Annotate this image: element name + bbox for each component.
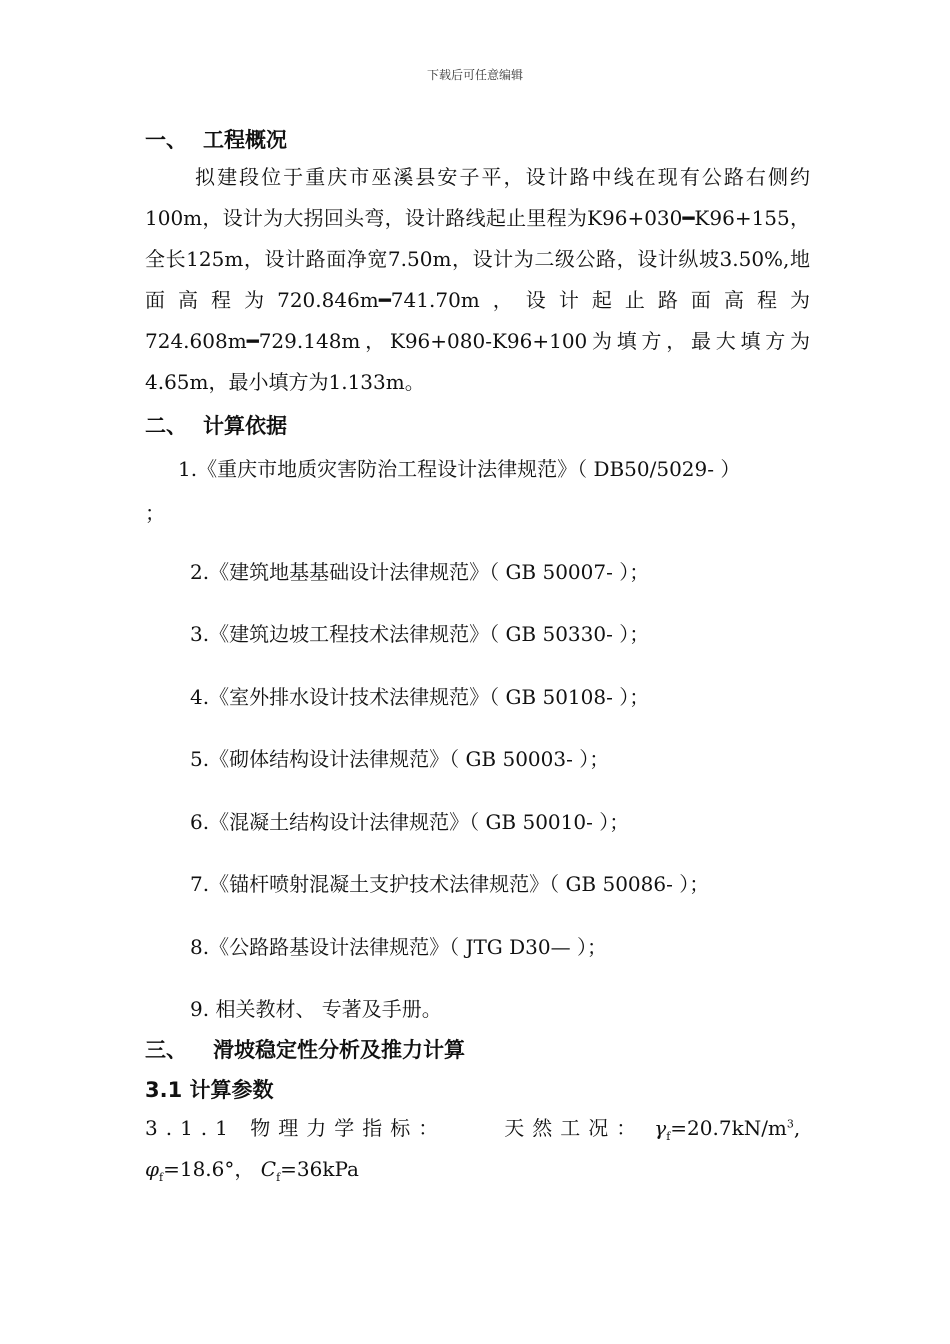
gamma-superscript: 3 — [786, 1117, 794, 1131]
reference-item-8: 8.《公路路基设计法律规范》（ JTG D30— ）； — [190, 935, 607, 959]
overview-paragraph — [145, 157, 810, 403]
gamma-value: =20.7kN/m — [670, 1116, 787, 1140]
section-number: 一、 — [145, 128, 187, 152]
cohesion-subscript: f — [276, 1171, 281, 1184]
phi-symbol: φ — [145, 1157, 160, 1181]
section-title: 滑坡稳定性分析及推力计算 — [213, 1038, 465, 1062]
condition-label: 天然工况： — [504, 1116, 645, 1140]
phi-value: =18.6°， — [163, 1157, 255, 1181]
section-heading-1 — [145, 124, 287, 154]
reference-item-1-tail: ； — [145, 501, 165, 525]
overview-text: 拟建段位于重庆市巫溪县安子平，设计路中线在现有公路右侧约100m，设计为大拐回头弯，设计路线起止里程为K96+030━K96+155，全长125m，设计路面净宽7.50m，设计为二级公路，设计纵坡3.50%,地面高程为720.846m━741.70m，设计起止路面高程为724.608m━729.148m，K96+080-K96+100为填方，最大填方为4.65m，最小填方为1.133m。 — [145, 165, 810, 394]
reference-item-1: 1.《重庆市地质灾害防治工程设计法律规范》（ DB50/5029- ） — [178, 457, 741, 481]
gamma-subscript: f — [666, 1130, 671, 1143]
section-heading-2 — [145, 410, 287, 440]
cohesion-value: =36kPa — [280, 1157, 359, 1181]
subsection-heading-3-1: 3.1 计算参数 — [145, 1078, 274, 1102]
reference-item-4: 4.《室外排水设计技术法律规范》（ GB 50108- ）； — [190, 685, 650, 709]
reference-item-9: 9. 相关教材、 专著及手册。 — [190, 997, 442, 1021]
gamma-symbol: γ — [654, 1116, 667, 1140]
section-heading-3 — [145, 1034, 465, 1064]
page-header: 下载后可任意编辑 — [426, 68, 523, 82]
parameters-line-1 — [145, 1112, 800, 1143]
reference-item-5: 5.《砌体结构设计法律规范》（ GB 50003- ）； — [190, 747, 610, 771]
param-label: 3.1.1 物理力学指标： — [145, 1116, 447, 1140]
reference-item-2: 2.《建筑地基基础设计法律规范》（ GB 50007- ）； — [190, 560, 650, 584]
section-number: 三、 — [145, 1038, 187, 1062]
section-title: 计算依据 — [203, 414, 287, 438]
section-title: 工程概况 — [203, 128, 287, 152]
phi-subscript: f — [159, 1171, 164, 1184]
reference-item-3: 3.《建筑边坡工程技术法律规范》（ GB 50330- ）； — [190, 622, 650, 646]
parameters-line-2 — [145, 1153, 359, 1184]
section-number: 二、 — [145, 414, 187, 438]
reference-item-7: 7.《锚杆喷射混凝土支护技术法律规范》（ GB 50086- ）； — [190, 872, 710, 896]
reference-item-6: 6.《混凝土结构设计法律规范》（ GB 50010- ）； — [190, 810, 630, 834]
gamma-end: , — [793, 1116, 801, 1140]
cohesion-symbol: C — [260, 1157, 277, 1181]
